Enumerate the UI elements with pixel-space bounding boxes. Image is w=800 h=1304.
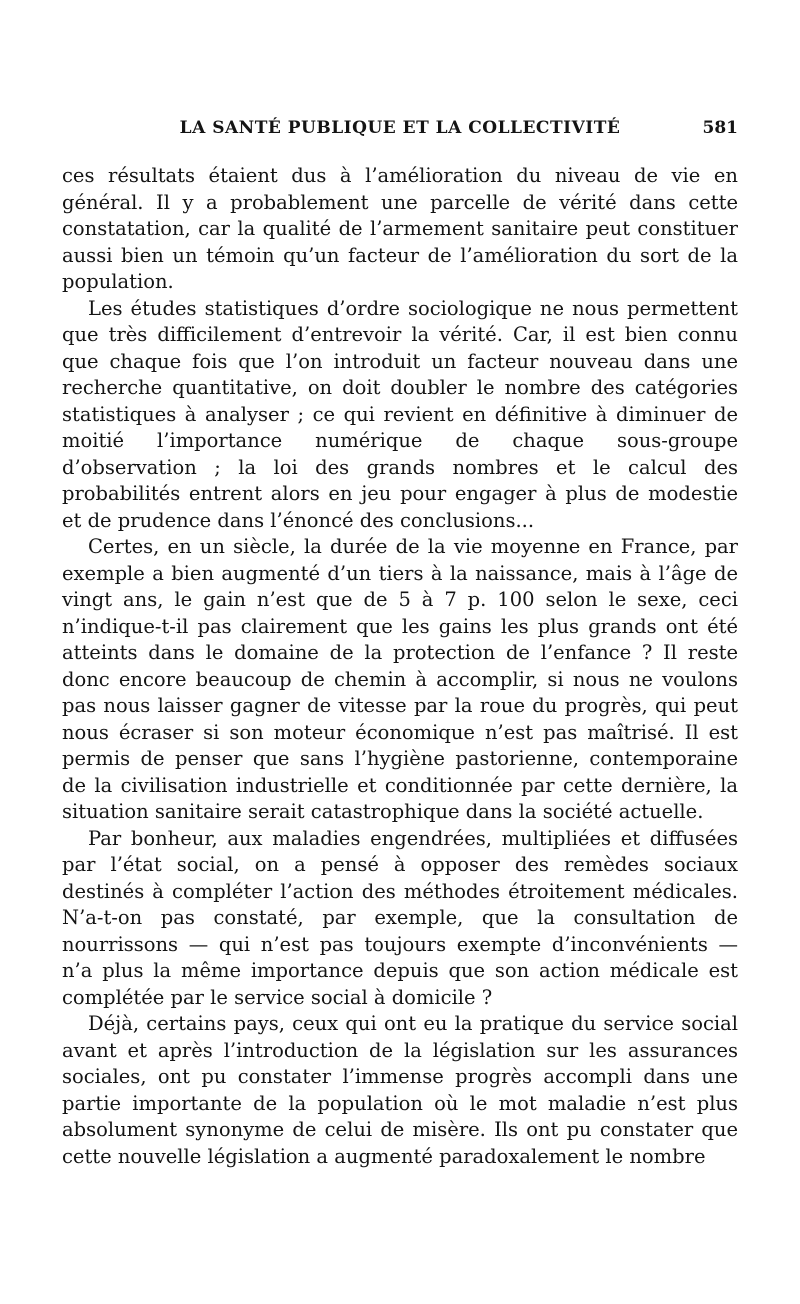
paragraph-continuation: ces résultats étaient dus à l’amélioration du niveau de vie en général. Il y a probablement une parcelle de vérité dans cette constatation, car la qualité de l’armement sanitaire peut constituer aussi bien un témoin qu’un facteur de l’amélioration du sort de la population. [62,164,738,293]
paragraph: Déjà, certains pays, ceux qui ont eu la pratique du service social avant et après l’introduction de la législation sur les assurances sociales, ont pu constater l’immense progrès accompli dans une partie importante de la population où le mot maladie n’est plus absolument synonyme de celui de misère. Ils ont pu constater que cette nouvelle législation a augmenté paradoxalement le nombre [62,1012,738,1168]
paragraph: Certes, en un siècle, la durée de la vie moyenne en France, par exemple a bien augmenté d’un tiers à la naissance, mais à l’âge de vingt ans, le gain n’est que de 5 à 7 p. 100 selon le sexe, ceci n’indique-t-il pas clairement que les gains les plus grands ont été atteints dans le domaine de la protection de l’enfance ? Il reste donc encore beaucoup de chemin à accomplir, si nous ne voulons pas nous laisser gagner de vitesse par la roue du progrès, qui peut nous écraser si son moteur économique n’est pas maîtrisé. Il est permis de penser que sans l’hygiène pastorienne, contemporaine de la civilisation industrielle et conditionnée par cette dernière, la situation sanitaire serait catastrophique dans la société actuelle. [62,535,738,823]
body-text [62,163,738,1170]
running-title: LA SANTÉ PUBLIQUE ET LA COLLECTIVITÉ [179,118,621,138]
paragraph: Les études statistiques d’ordre sociologique ne nous permettent que très difficilement d’entrevoir la vérité. Car, il est bien connu que chaque fois que l’on introduit un facteur nouveau dans une recherche quantitative, on doit doubler le nombre des catégories statistiques à analyser ; ce qui revient en définitive à diminuer de moitié l’importance numérique de chaque sous-groupe d’observation ; la loi des grands nombres et le calcul des probabilités entrent alors en jeu pour engager à plus de modestie et de prudence dans l’énoncé des conclusions... [62,296,738,532]
paragraph: Par bonheur, aux maladies engendrées, multipliées et diffusées par l’état social, on a pensé à opposer des remèdes sociaux destinés à compléter l’action des méthodes étroitement médicales. N’a-t-on pas constaté, par exemple, que la consultation de nourrissons — qui n’est pas toujours exempte d’inconvénients — n’a plus la même importance depuis que son action médicale est complétée par le service social à domicile ? [62,826,738,1009]
page-header [62,118,738,142]
page-number: 581 [702,118,738,138]
